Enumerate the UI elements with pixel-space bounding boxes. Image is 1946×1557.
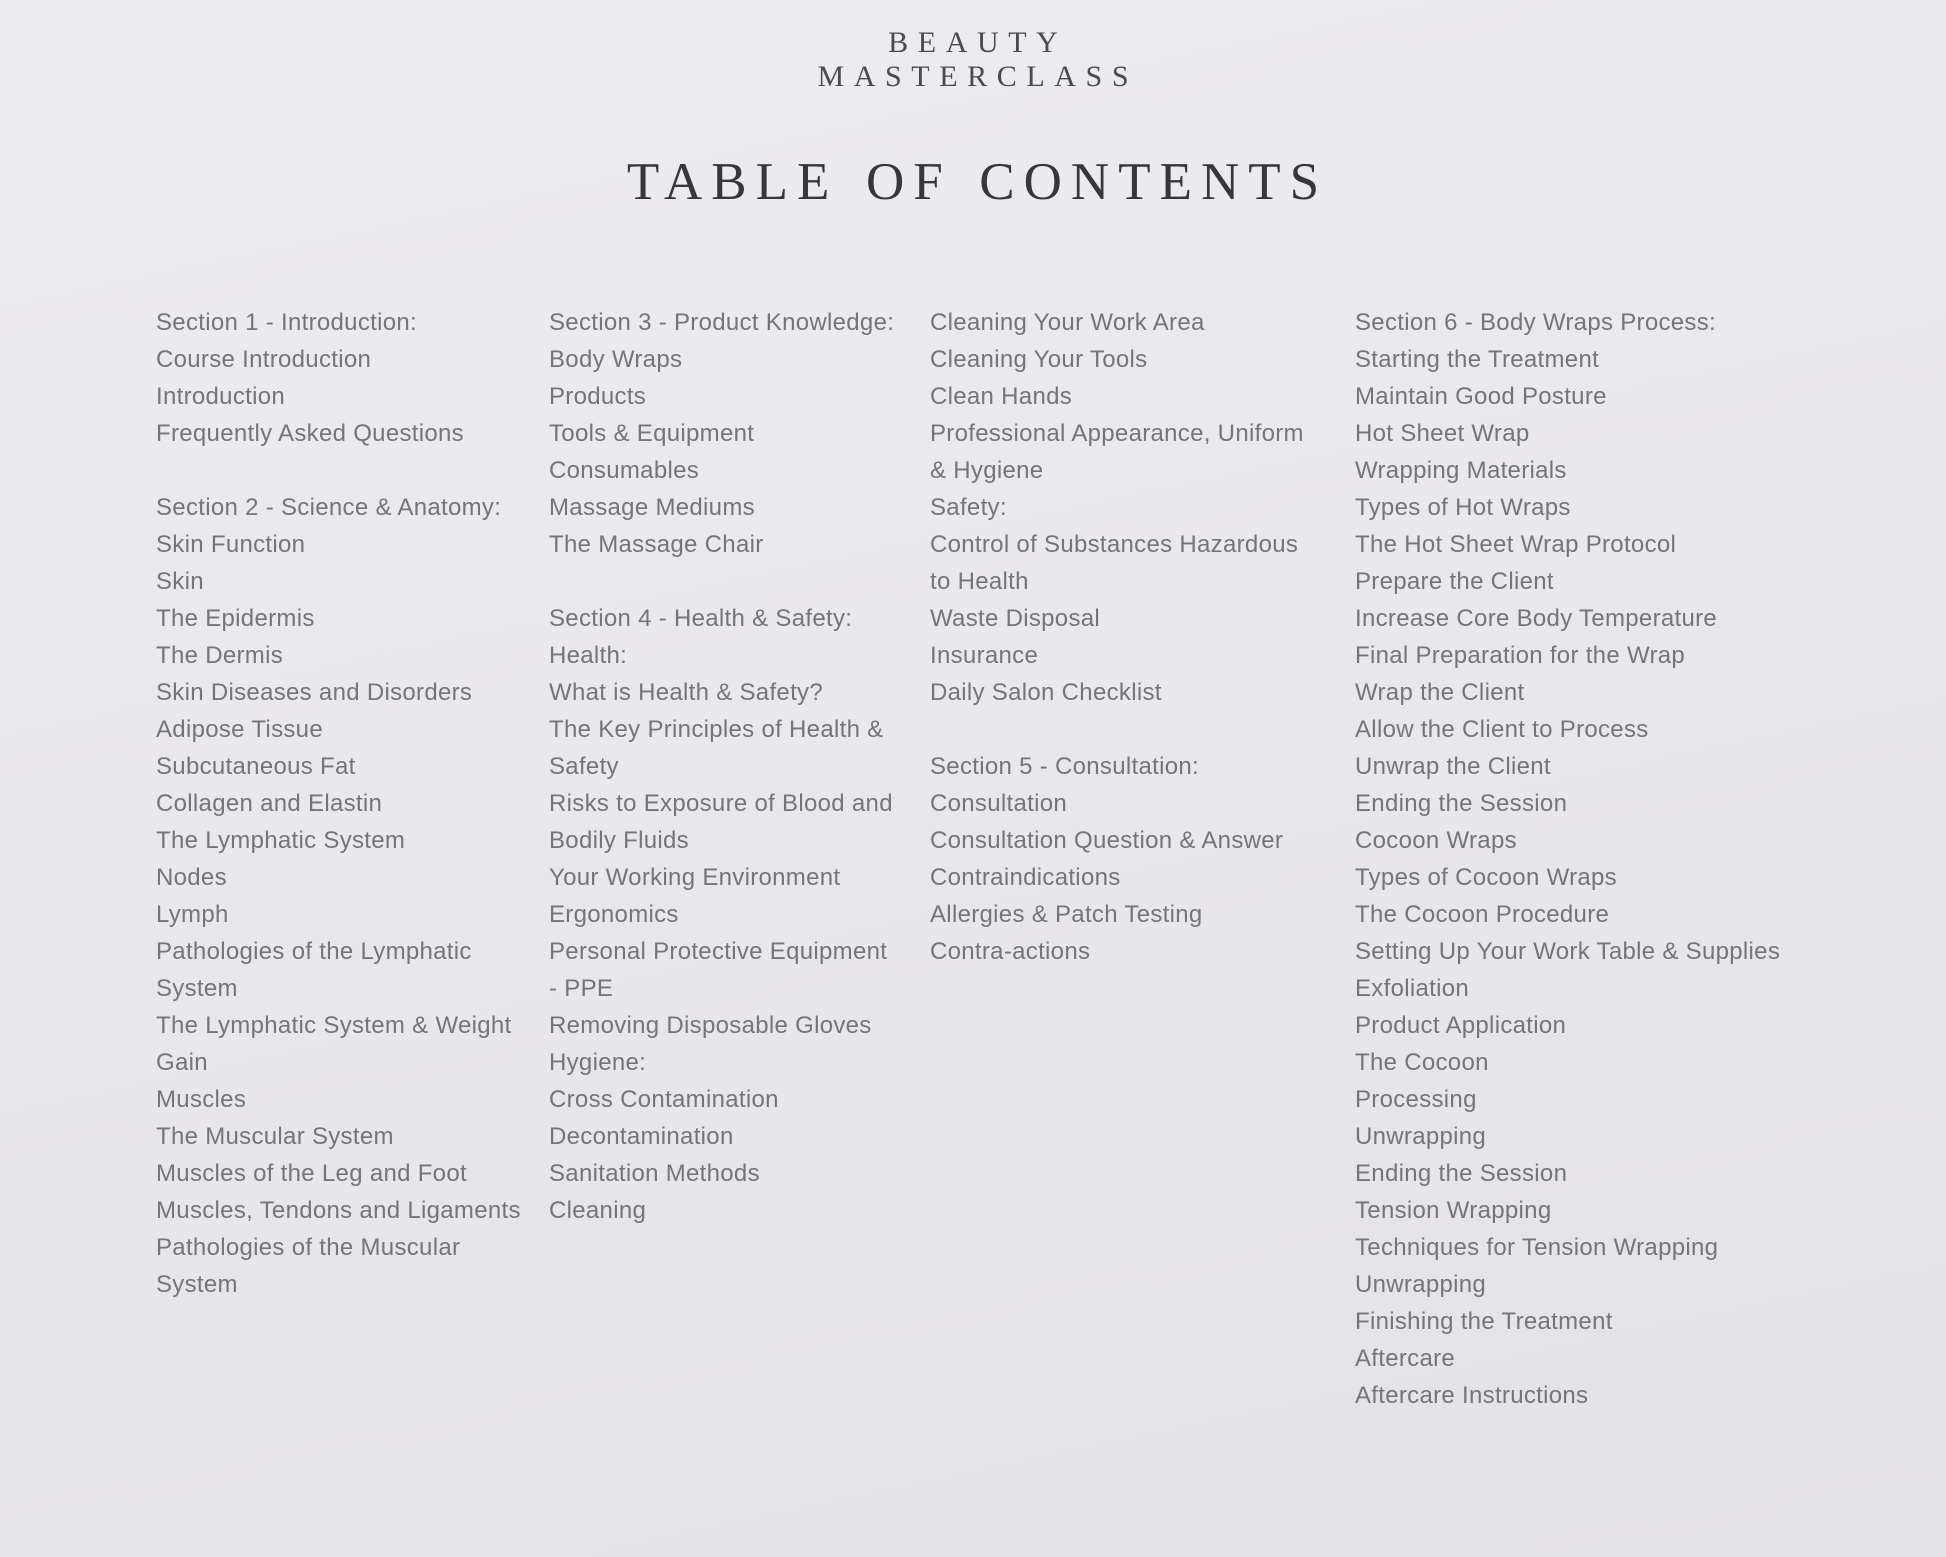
toc-item: Personal Protective Equipment - PPE bbox=[549, 938, 888, 1002]
toc-item: Maintain Good Posture bbox=[1355, 383, 1607, 410]
toc-item: Aftercare bbox=[1355, 1345, 1456, 1372]
toc-item: Sanitation Methods bbox=[549, 1160, 760, 1187]
toc-item: Consultation bbox=[930, 790, 1068, 817]
toc-item: Techniques for Tension Wrapping bbox=[1355, 1234, 1719, 1261]
toc-item: The Lymphatic System & Weight Gain bbox=[156, 1012, 512, 1076]
toc-item: Frequently Asked Questions bbox=[156, 420, 464, 447]
toc-item: Tension Wrapping bbox=[1355, 1197, 1552, 1224]
toc-item: Your Working Environment bbox=[549, 864, 841, 891]
toc-item: The Cocoon Procedure bbox=[1355, 901, 1610, 928]
toc-item: Cleaning Your Work Area bbox=[930, 309, 1205, 336]
toc-item: Clean Hands bbox=[930, 383, 1073, 410]
toc-section-group bbox=[930, 748, 1323, 970]
toc-section-group bbox=[156, 304, 541, 452]
toc-item: Prepare the Client bbox=[1355, 568, 1554, 595]
toc-item: Cleaning bbox=[549, 1197, 647, 1224]
toc-item: Contraindications bbox=[930, 864, 1121, 891]
toc-item: Introduction bbox=[156, 383, 286, 410]
toc-item: Muscles, Tendons and Ligaments bbox=[156, 1197, 521, 1224]
toc-item: Product Application bbox=[1355, 1012, 1567, 1039]
toc-section-group bbox=[1355, 304, 1817, 1414]
toc-item: The Epidermis bbox=[156, 605, 315, 632]
toc-column-2 bbox=[549, 304, 899, 1266]
toc-item: Decontamination bbox=[549, 1123, 734, 1150]
toc-item: Exfoliation bbox=[1355, 975, 1470, 1002]
toc-item: Allergies & Patch Testing bbox=[930, 901, 1203, 928]
toc-item: Types of Hot Wraps bbox=[1355, 494, 1571, 521]
toc-item: Allow the Client to Process bbox=[1355, 716, 1649, 743]
toc-item: Ending the Session bbox=[1355, 790, 1568, 817]
toc-item: Final Preparation for the Wrap bbox=[1355, 642, 1686, 669]
section-heading: Section 6 - Body Wraps Process: bbox=[1355, 309, 1717, 336]
toc-item: Muscles of the Leg and Foot bbox=[156, 1160, 467, 1187]
toc-item: The Key Principles of Health & Safety bbox=[549, 716, 884, 780]
toc-item: Cocoon Wraps bbox=[1355, 827, 1517, 854]
toc-item: The Hot Sheet Wrap Protocol bbox=[1355, 531, 1677, 558]
toc-item: Increase Core Body Temperature bbox=[1355, 605, 1718, 632]
toc-item: Adipose Tissue bbox=[156, 716, 323, 743]
toc-item: Pathologies of the Lymphatic System bbox=[156, 938, 472, 1002]
toc-item: The Muscular System bbox=[156, 1123, 394, 1150]
toc-item: Cleaning Your Tools bbox=[930, 346, 1148, 373]
toc-item: Professional Appearance, Uniform & Hygiene bbox=[930, 420, 1304, 484]
toc-section-group bbox=[549, 304, 899, 563]
toc-item: Setting Up Your Work Table & Supplies bbox=[1355, 938, 1781, 965]
toc-item: Unwrap the Client bbox=[1355, 753, 1551, 780]
toc-column-3 bbox=[930, 304, 1323, 1007]
toc-item: Collagen and Elastin bbox=[156, 790, 383, 817]
toc-item: Processing bbox=[1355, 1086, 1477, 1113]
toc-item: Hygiene: bbox=[549, 1049, 647, 1076]
toc-item: Hot Sheet Wrap bbox=[1355, 420, 1530, 447]
toc-item: Lymph bbox=[156, 901, 229, 928]
toc-item: Unwrapping bbox=[1355, 1123, 1487, 1150]
toc-item: Consumables bbox=[549, 457, 700, 484]
toc-item: The Dermis bbox=[156, 642, 284, 669]
toc-item: Products bbox=[549, 383, 647, 410]
toc-item: Control of Substances Hazardous to Health bbox=[930, 531, 1299, 595]
section-heading: Section 4 - Health & Safety: bbox=[549, 605, 853, 632]
toc-item: Pathologies of the Muscular System bbox=[156, 1234, 461, 1298]
brand-line1: BEAUTY bbox=[888, 26, 1068, 59]
toc-item: Body Wraps bbox=[549, 346, 683, 373]
toc-item: Removing Disposable Gloves bbox=[549, 1012, 872, 1039]
toc-item: Massage Mediums bbox=[549, 494, 755, 521]
toc-item: Contra-actions bbox=[930, 938, 1091, 965]
toc-item: Starting the Treatment bbox=[1355, 346, 1600, 373]
toc-item: Ending the Session bbox=[1355, 1160, 1568, 1187]
toc-item: Tools & Equipment bbox=[549, 420, 755, 447]
toc-item: Muscles bbox=[156, 1086, 247, 1113]
brand-logo bbox=[0, 26, 1946, 94]
toc-item: Waste Disposal bbox=[930, 605, 1101, 632]
toc-section-group bbox=[156, 489, 541, 1303]
toc-item: Health: bbox=[549, 642, 628, 669]
toc-item: Consultation Question & Answer bbox=[930, 827, 1284, 854]
toc-item: Unwrapping bbox=[1355, 1271, 1487, 1298]
toc-item: Wrapping Materials bbox=[1355, 457, 1567, 484]
toc-item: Risks to Exposure of Blood and Bodily Fluids bbox=[549, 790, 893, 854]
toc-item: Nodes bbox=[156, 864, 227, 891]
toc-item: Skin Diseases and Disorders bbox=[156, 679, 473, 706]
toc-item: Subcutaneous Fat bbox=[156, 753, 356, 780]
toc-item: The Cocoon bbox=[1355, 1049, 1489, 1076]
toc-section-group bbox=[930, 304, 1323, 711]
toc-item: Wrap the Client bbox=[1355, 679, 1525, 706]
section-heading: Section 3 - Product Knowledge: bbox=[549, 309, 895, 336]
toc-column-1 bbox=[156, 304, 541, 1340]
toc-item: Finishing the Treatment bbox=[1355, 1308, 1613, 1335]
toc-item: Insurance bbox=[930, 642, 1039, 669]
brand-line2: MASTERCLASS bbox=[817, 60, 1139, 93]
section-heading: Section 2 - Science & Anatomy: bbox=[156, 494, 502, 521]
toc-item: Course Introduction bbox=[156, 346, 372, 373]
section-heading: Section 1 - Introduction: bbox=[156, 309, 417, 336]
toc-item: Types of Cocoon Wraps bbox=[1355, 864, 1617, 891]
toc-item: Skin bbox=[156, 568, 204, 595]
toc-item: Safety: bbox=[930, 494, 1007, 521]
toc-item: Daily Salon Checklist bbox=[930, 679, 1162, 706]
toc-item: The Lymphatic System bbox=[156, 827, 406, 854]
toc-item: The Massage Chair bbox=[549, 531, 764, 558]
toc-item: Skin Function bbox=[156, 531, 306, 558]
toc-item: Aftercare Instructions bbox=[1355, 1382, 1589, 1409]
section-heading: Section 5 - Consultation: bbox=[930, 753, 1199, 780]
toc-item: What is Health & Safety? bbox=[549, 679, 823, 706]
toc-column-4 bbox=[1355, 304, 1817, 1451]
page-title: TABLE OF CONTENTS bbox=[626, 153, 1329, 211]
toc-item: Cross Contamination bbox=[549, 1086, 779, 1113]
toc-section-group bbox=[549, 600, 899, 1229]
toc-item: Ergonomics bbox=[549, 901, 679, 928]
